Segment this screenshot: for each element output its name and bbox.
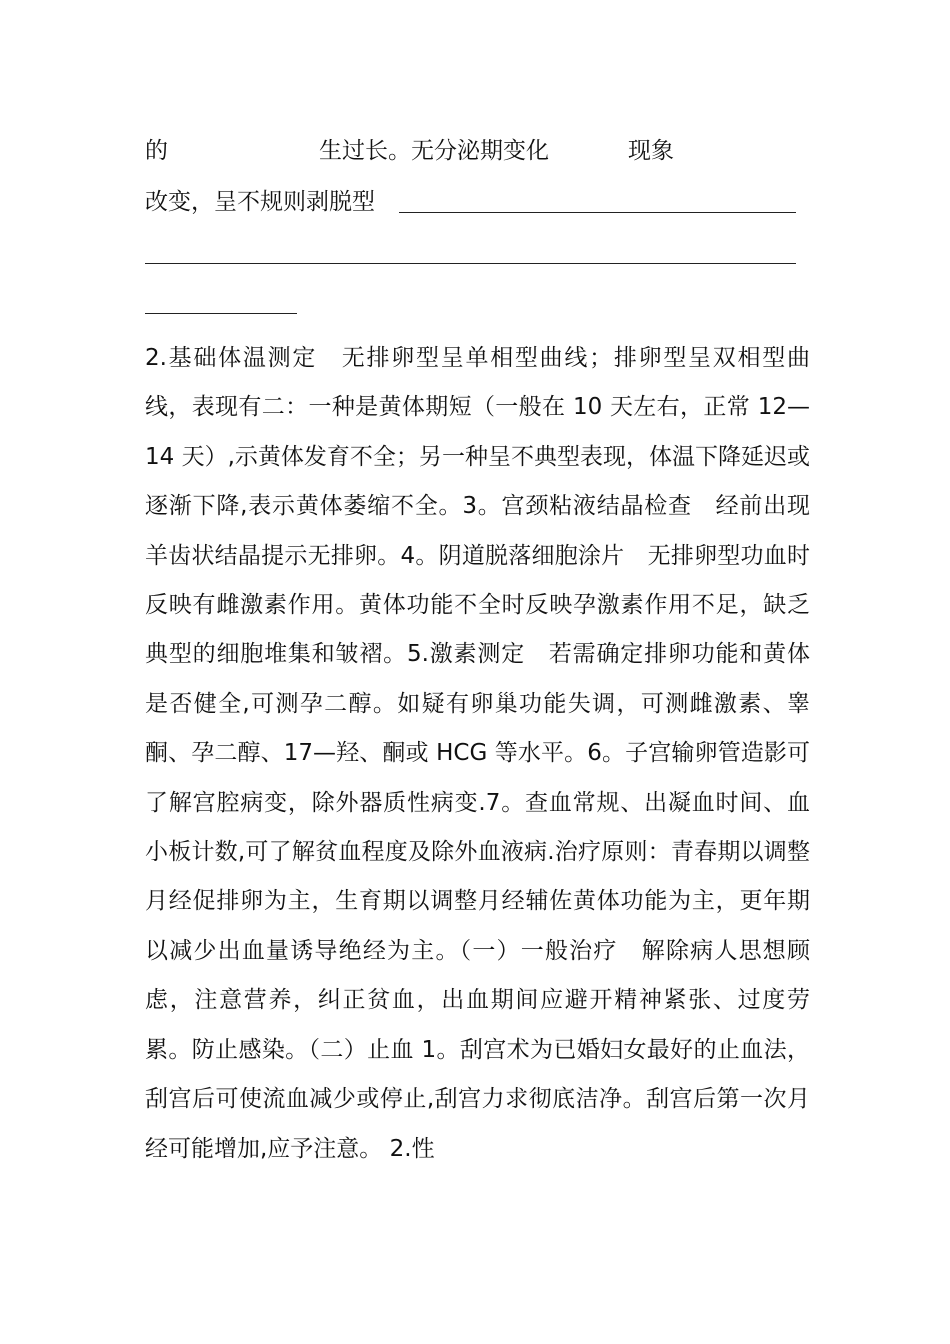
blank-underline-1 — [399, 212, 796, 213]
fragment-line-2: 改变，呈不规则剥脱型 — [145, 189, 375, 215]
fragment-text-3: 现象 — [628, 138, 674, 164]
body-paragraph: 2.基础体温测定 无排卵型呈单相型曲线；排卵型呈双相型曲线，表现有二：一种是黄体期短（一般在 10 天左右，正常 12—14 天）,示黄体发育不全；另一种呈不典型表现，体温下降延迟或逐渐下降,表示黄体萎缩不全。3。宫颈粘液结晶检查 经前出现羊齿状结晶提示无排卵。4。阴道脱落细胞涂片 无排卵型功血时反映有雌激素作用。黄体功能不全时反映孕激素作用不足，缺乏典型的细胞堆集和皱褶。5.激素测定 若需确定排卵功能和黄体是否健全,可测孕二醇。如疑有卵巢功能失调，可测雌激素、睾酮、孕二醇、17—羟、酮或 HCG 等水平。6。子宫输卵管造影可了解宫腔病变，除外器质性病变.7。查血常规、出凝血时间、血小板计数,可了解贫血程度及除外血液病.治疗原则：青春期以调整月经促排卵为主，生育期以调整月经辅佐黄体功能为主，更年期以减少出血量诱导绝经为主。（一）一般治疗 解除病人思想顾虑，注意营养，纠正贫血，出血期间应避开精神紧张、过度劳累。防止感染。（二）止血 1。刮宫术为已婚妇女最好的止血法，刮宫后可使流血减少或停止,刮宫力求彻底洁净。刮宫后第一次月经可能增加,应予注意。 2.性 — [145, 345, 810, 1162]
blank-underline-3 — [145, 313, 297, 314]
fragment-text-2: 生过长。无分泌期变化 — [319, 138, 549, 164]
fragment-text-1: 的 — [145, 138, 168, 164]
blank-underline-2 — [145, 263, 796, 264]
